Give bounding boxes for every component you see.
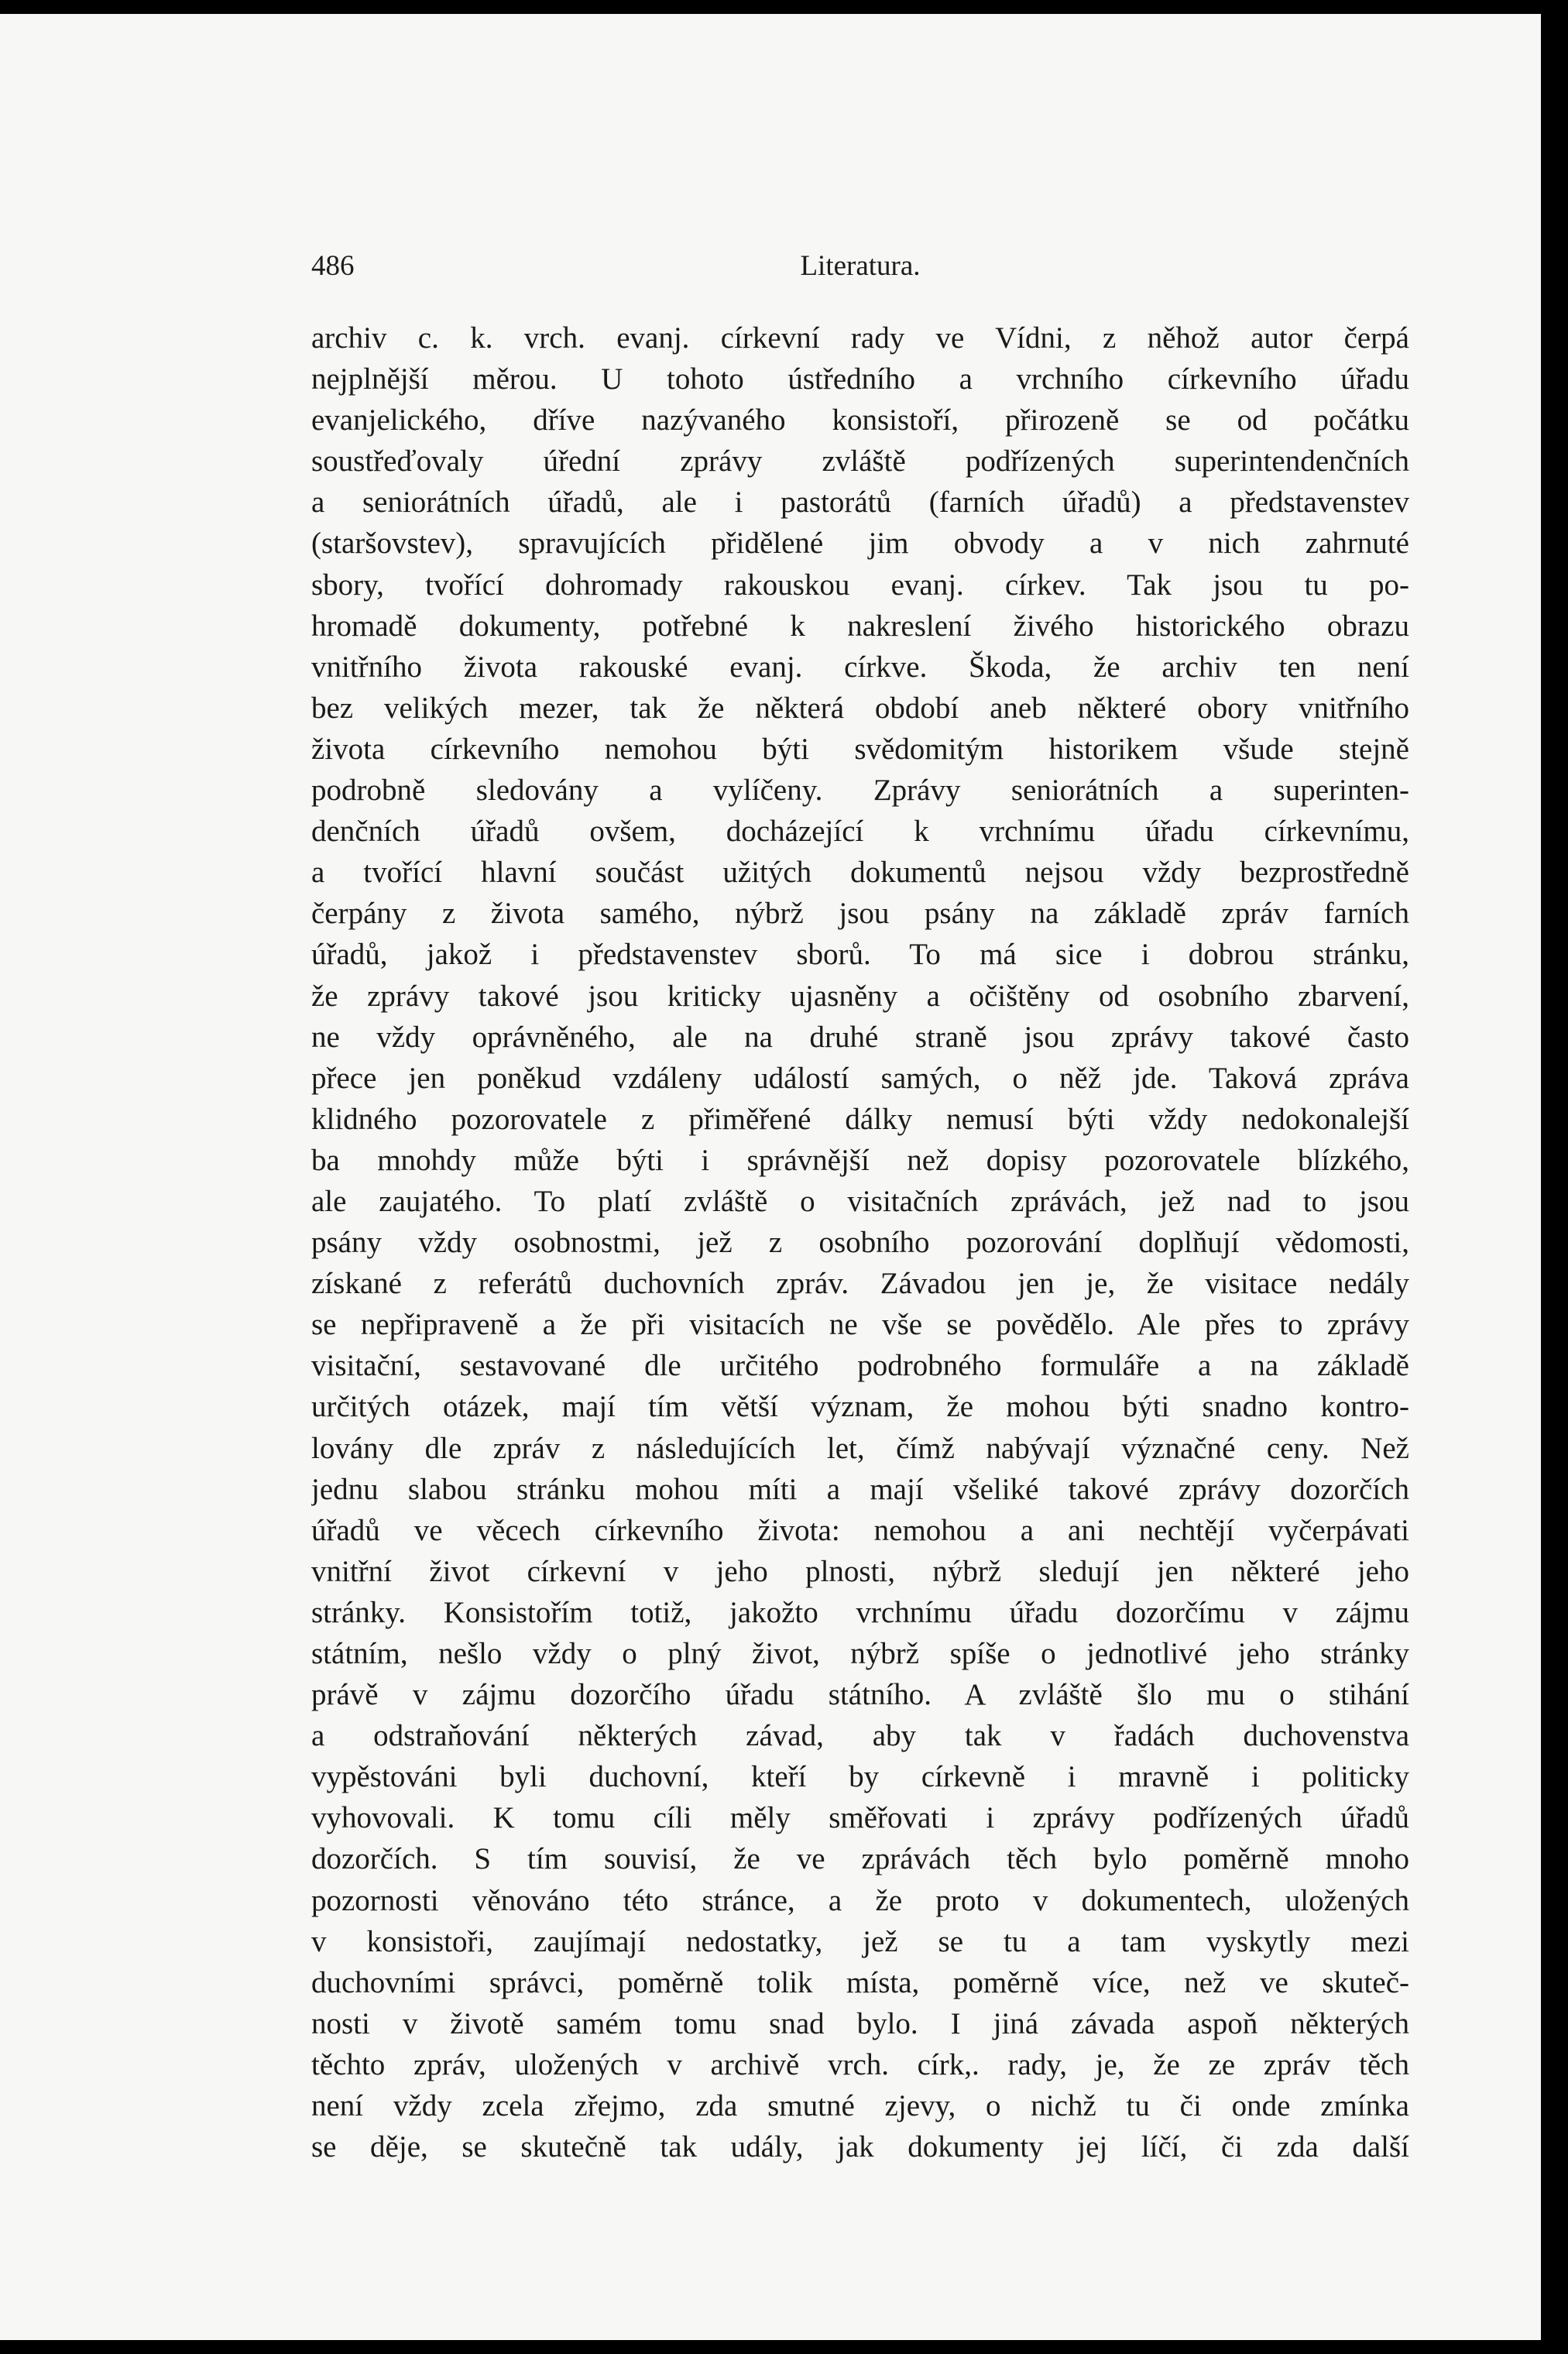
text-line: soustřeďovaly úřední zprávy zvláště podřízených superintendenčních <box>311 444 1409 479</box>
text-line: dozorčích. S tím souvisí, že ve zprávách těch bylo poměrně mnoho <box>311 1842 1409 1876</box>
text-line: vnitřní život církevní v jeho plnosti, nýbrž sledují jen některé jeho <box>311 1554 1409 1588</box>
text-line: státním, nešlo vždy o plný život, nýbrž spíše o jednotlivé jeho stránky <box>311 1637 1409 1670</box>
text-line: psány vždy osobnostmi, jež z osobního pozorování doplňují vědomosti, <box>311 1226 1409 1260</box>
running-title: Literatura. <box>800 250 921 282</box>
text-line: čerpány z života samého, nýbrž jsou psány na základě zpráv farních <box>311 897 1409 931</box>
text-line: těchto zpráv, uložených v archivě vrch. círk,. rady, je, že ze zpráv těch <box>311 2047 1409 2081</box>
text-line: života církevního nemohou býti svědomitým historikem všude stejně <box>311 732 1409 766</box>
text-line: bez velikých mezer, tak že některá období aneb některé obory vnitřního <box>311 691 1409 725</box>
text-line: a odstraňování některých závad, aby tak v řadách duchovenstva <box>311 1719 1409 1753</box>
text-line: v konsistoři, zaujímají nedostatky, jež se tu a tam vyskytly mezi <box>311 1924 1409 1958</box>
text-line: ale zaujatého. To platí zvláště o visitačních zprávách, jež nad to jsou <box>311 1184 1409 1218</box>
text-line: duchovními správci, poměrně tolik místa, poměrně více, než ve skuteč- <box>311 1965 1409 1999</box>
body-text <box>311 317 1409 2167</box>
document-page <box>0 14 1541 2340</box>
text-line: ba mnohdy může býti i správnější než dopisy pozorovatele blízkého, <box>311 1143 1409 1177</box>
text-line: pozornosti věnováno této stránce, a že proto v dokumentech, uložených <box>311 1883 1409 1917</box>
text-line: archiv c. k. vrch. evanj. církevní rady ve Vídni, z něhož autor čerpá <box>311 321 1409 355</box>
text-line: nejplnější měrou. U tohoto ústředního a vrchního církevního úřadu <box>311 362 1409 396</box>
text-line: není vždy zcela zřejmo, zda smutné zjevy, o nichž tu či onde zmínka <box>311 2089 1409 2123</box>
text-line: úřadů ve věcech církevního života: nemohou a ani nechtějí vyčerpávati <box>311 1513 1409 1547</box>
scan-border <box>1541 14 1568 2340</box>
text-line: jednu slabou stránku mohou míti a mají všeliké takové zprávy dozorčích <box>311 1472 1409 1506</box>
text-line: denčních úřadů ovšem, docházející k vrchnímu úřadu církevnímu, <box>311 815 1409 849</box>
text-line: přece jen poněkud vzdáleny událostí samých, o něž jde. Taková zpráva <box>311 1061 1409 1095</box>
text-line: (staršovstev), spravujících přidělené jim obvody a v nich zahrnuté <box>311 527 1409 561</box>
text-line: a seniorátních úřadů, ale i pastorátů (farních úřadů) a představenstev <box>311 486 1409 520</box>
text-line: právě v zájmu dozorčího úřadu státního. A zvláště šlo mu o stihání <box>311 1678 1409 1712</box>
text-line: podrobně sledovány a vylíčeny. Zprávy seniorátních a superinten- <box>311 774 1409 808</box>
text-line: sbory, tvořící dohromady rakouskou evanj. církev. Tak jsou tu po- <box>311 568 1409 602</box>
text-line: ne vždy oprávněného, ale na druhé straně jsou zprávy takové často <box>311 1020 1409 1054</box>
text-line: určitých otázek, mají tím větší význam, že mohou býti snadno kontro- <box>311 1390 1409 1424</box>
text-line: úřadů, jakož i představenstev sborů. To má sice i dobrou stránku, <box>311 938 1409 972</box>
text-line: se děje, se skutečně tak udály, jak dokumenty jej líčí, či zda další <box>311 2130 1409 2164</box>
text-line: stránky. Konsistořím totiž, jakožto vrchnímu úřadu dozorčímu v zájmu <box>311 1595 1409 1629</box>
text-line: vypěstováni byli duchovní, kteří by církevně i mravně i politicky <box>311 1760 1409 1794</box>
text-line: vyhovovali. K tomu cíli měly směřovati i zprávy podřízených úřadů <box>311 1801 1409 1835</box>
text-line: lovány dle zpráv z následujících let, čímž nabývají význačné ceny. Než <box>311 1431 1409 1465</box>
text-line: se nepřipraveně a že při visitacích ne vše se povědělo. Ale přes to zprávy <box>311 1308 1409 1342</box>
page-number: 486 <box>311 250 355 282</box>
running-head <box>311 249 1409 288</box>
text-line: získané z referátů duchovních zpráv. Závadou jen je, že visitace nedály <box>311 1267 1409 1301</box>
text-line: klidného pozorovatele z přiměřené dálky nemusí býti vždy nedokonalejší <box>311 1102 1409 1136</box>
text-line: evanjelického, dříve nazývaného konsistoří, přirozeně se od počátku <box>311 403 1409 438</box>
text-line: nosti v životě samém tomu snad bylo. I jiná závada aspoň některých <box>311 2006 1409 2040</box>
text-line: vnitřního života rakouské evanj. církve. Škoda, že archiv ten není <box>311 650 1409 684</box>
text-line: že zprávy takové jsou kriticky ujasněny a očištěny od osobního zbarvení, <box>311 979 1409 1013</box>
text-line: visitační, sestavované dle určitého podrobného formuláře a na základě <box>311 1349 1409 1383</box>
text-line: a tvořící hlavní součást užitých dokumentů nejsou vždy bezprostředně <box>311 856 1409 890</box>
text-line: hromadě dokumenty, potřebné k nakreslení živého historického obrazu <box>311 609 1409 643</box>
